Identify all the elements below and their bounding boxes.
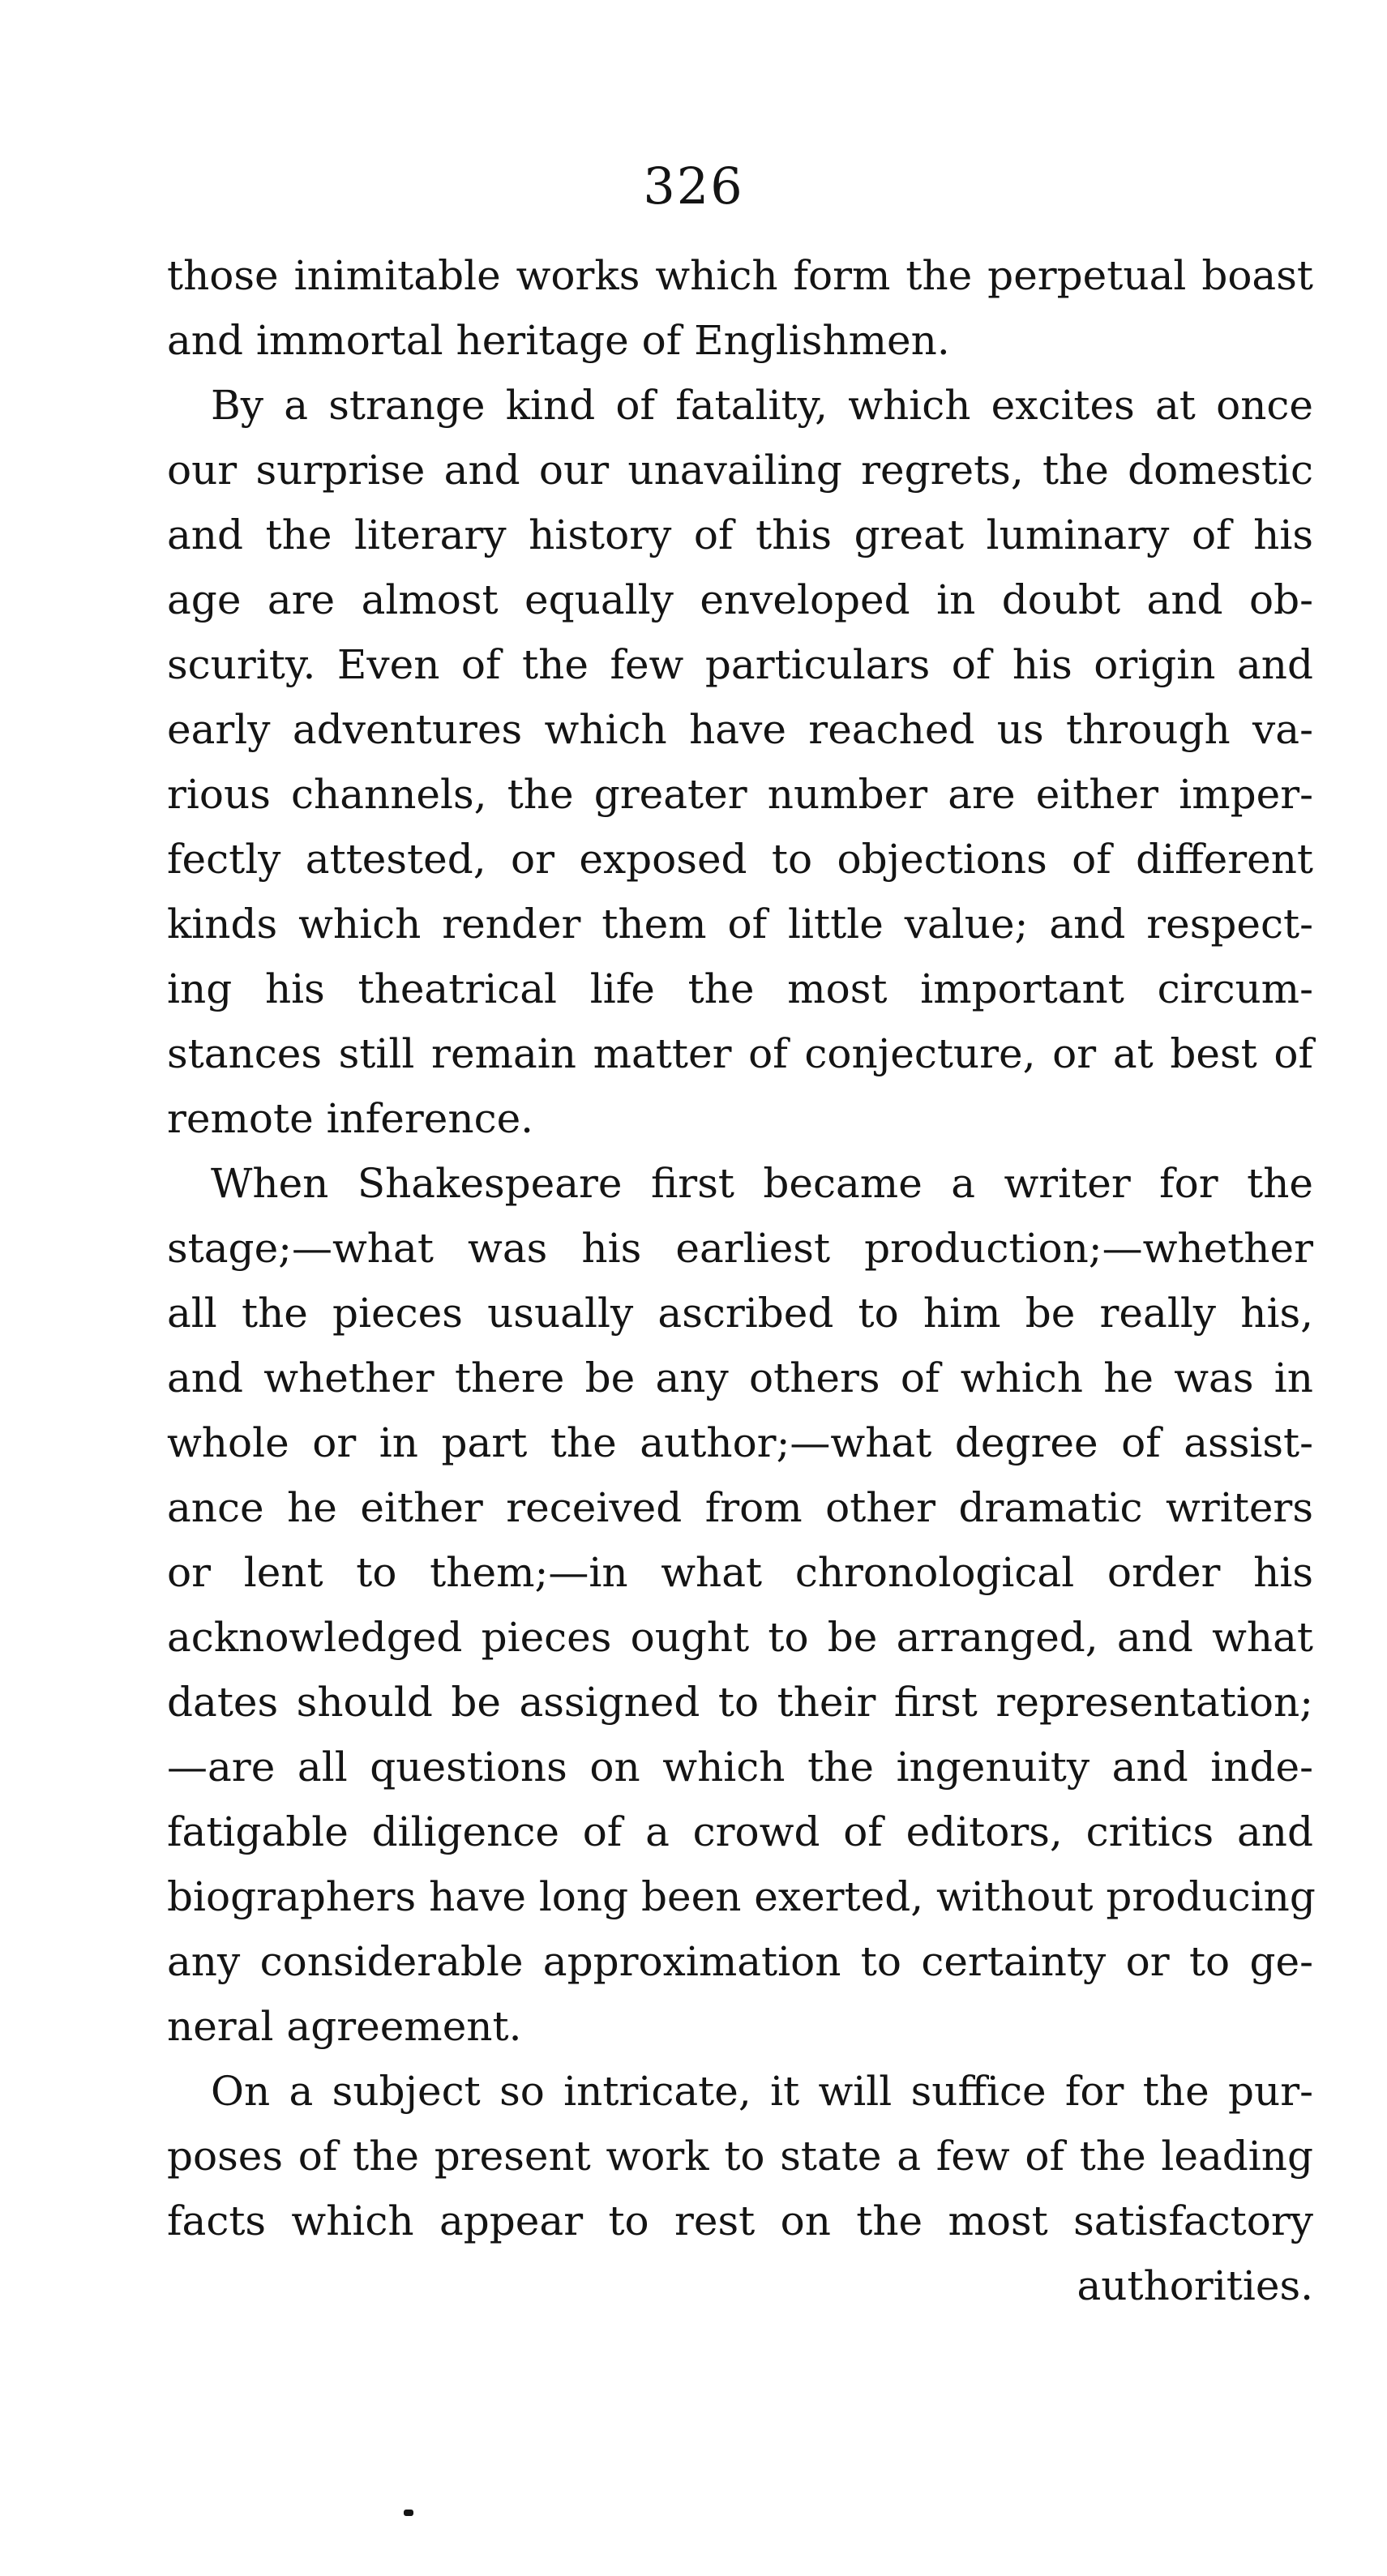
text-line: whole or in part the author;—what degree of assist- xyxy=(167,1419,1313,1466)
catchword: authorities. xyxy=(1077,2262,1313,2309)
text-line: scurity. Even of the few particulars of his origin and xyxy=(167,641,1313,688)
text-line: and the literary history of this great luminary of his xyxy=(167,511,1313,558)
text-line: —are all questions on which the ingenuity and inde- xyxy=(167,1744,1313,1791)
text-line: poses of the present work to state a few of the leading xyxy=(167,2133,1313,2180)
paragraph xyxy=(167,2059,1313,2253)
text-line: ance he either received from other dramatic writers xyxy=(167,1484,1313,1531)
text-line: our surprise and our unavailing regrets, the domestic xyxy=(167,447,1313,494)
text-line: stage;—what was his earliest production;—whether xyxy=(167,1225,1313,1272)
paragraph xyxy=(167,243,1313,373)
text-line: rious channels, the greater number are either imper- xyxy=(167,771,1313,818)
ink-speck xyxy=(404,2510,413,2516)
text-line: and immortal heritage of Englishmen. xyxy=(167,317,950,364)
text-line: early adventures which have reached us through va- xyxy=(167,706,1313,753)
text-line: remote inference. xyxy=(167,1095,534,1142)
paragraph xyxy=(167,373,1313,1151)
text-line: those inimitable works which form the perpetual boast xyxy=(167,252,1313,299)
text-line: On a subject so intricate, it will suffice for the pur- xyxy=(211,2068,1313,2115)
text-line: neral agreement. xyxy=(167,2003,522,2050)
paragraph xyxy=(167,1151,1316,2059)
text-line: or lent to them;—in what chronological order his xyxy=(167,1549,1313,1596)
text-line: and whether there be any others of which he was in xyxy=(167,1354,1313,1401)
text-line: acknowledged pieces ought to be arranged, and what xyxy=(167,1614,1313,1661)
text-line: When Shakespeare first became a writer for the xyxy=(211,1160,1313,1207)
text-line: stances still remain matter of conjecture, or at best of xyxy=(167,1030,1313,1077)
text-line: ing his theatrical life the most important circum- xyxy=(167,965,1313,1012)
text-line: By a strange kind of fatality, which excites at once xyxy=(211,382,1313,429)
body-text xyxy=(167,243,1316,2318)
text-line: dates should be assigned to their first representation; xyxy=(167,1679,1313,1726)
text-line: kinds which render them of little value; and respect- xyxy=(167,901,1313,948)
text-line: all the pieces usually ascribed to him be really his, xyxy=(167,1290,1313,1337)
text-line: fectly attested, or exposed to objections of different xyxy=(167,836,1313,883)
text-line: any considerable approximation to certainty or to ge- xyxy=(167,1938,1313,1985)
text-line: facts which appear to rest on the most satisfactory xyxy=(167,2197,1313,2244)
text-line: age are almost equally enveloped in doubt and ob- xyxy=(167,576,1313,623)
text-line: biographers have long been exerted, without producing xyxy=(167,1873,1316,1920)
text-line: fatigable diligence of a crowd of editors, critics and xyxy=(167,1808,1313,1855)
page-number: 326 xyxy=(643,156,744,216)
